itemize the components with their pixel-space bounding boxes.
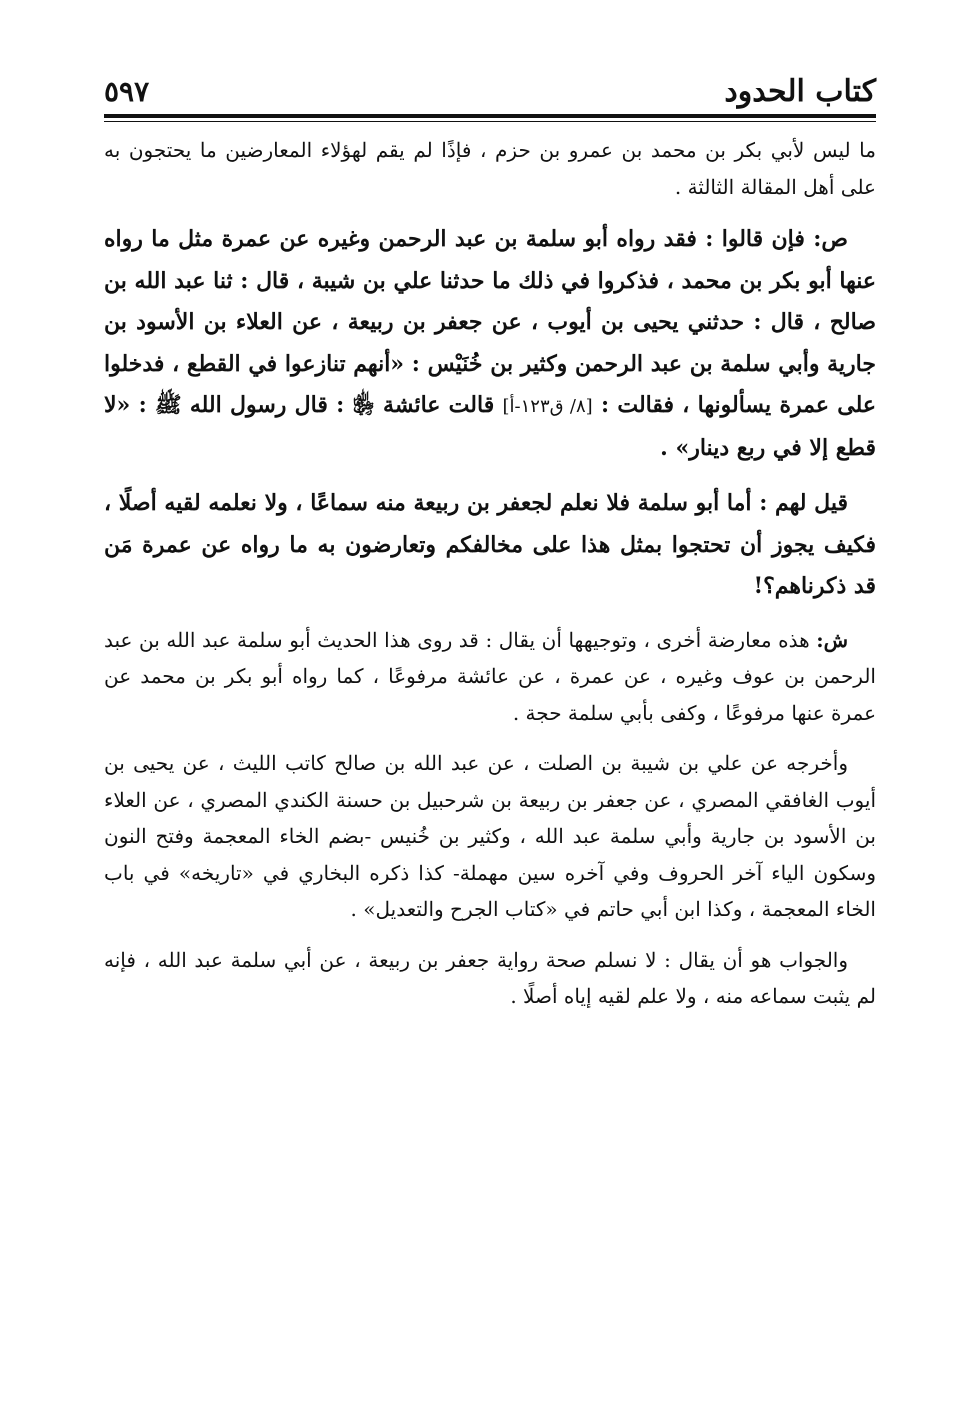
paragraph-sharh-3: والجواب هو أن يقال : لا نسلم صحة رواية جعفر بن ربيعة ، عن أبي سلمة عبد الله ، فإنه لم يثبت سماعه منه ، ولا علم لقيه إياه أصلًا . [104,947,876,1008]
paragraph-sharh-2: وأخرجه عن علي بن شيبة بن الصلت ، عن عبد الله بن صالح كاتب الليث ، عن يحيى بن أيوب الغافقي المصري ، عن جعفر بن ربيعة بن شرحبيل بن حسنة الكندي المصري ، عن العلاء بن الأسود بن جارية وأبي سلمة عبد الله ، وكثير بن خُنيس -بضم الخاء المعجمة وفتح النون وسكون الياء آخر الحروف وفي آخره سين مهملة- كذا ذكره البخاري في «تاريخه» في باب الخاء المعجمة ، وكذا ابن أبي حاتم في «كتاب الجرح والتعديل» . [104,751,876,921]
matn-marker: ص: [813,226,848,252]
header-rule-thin [104,121,876,122]
page-number: ٥٩٧ [104,75,150,108]
matn-text-part-1: فإن قالوا : فقد رواه أبو سلمة بن عبد الرحمن وغيره عن عمرة مثل ما رواه عنها أبو بكر بن محمد ، فذكروا في ذلك ما حدثنا علي بن شيبة ، قال : ثنا عبد الله بن صالح ، قال : حدثني يحيى بن أيوب ، عن جعفر بن ربيعة ، عن العلاء بن الأسود بن جارية وأبي سلمة بن عبد الرحمن وكثير بن خُنَيْس : «أنهم تنازعوا في القطع ، فدخلوا على عمرة يسألونها ، فقالت : [104,226,876,418]
page-header [104,62,876,112]
header-rule-thick [104,114,876,118]
page-body [104,132,876,1015]
sharh-text: هذه معارضة أخرى ، وتوجيهها أن يقال : قد روى هذا الحديث أبو سلمة عبد الله بن عبد الرحمن بن عوف وغيره ، عن عمرة ، عن عائشة مرفوعًا ، كما رواه أبو بكر بن محمد عن عمرة عنها مرفوعًا ، وكفى بأبي سلمة حجة . [104,627,876,725]
paragraph-matn-reply: قيل لهم : أما أبو سلمة فلا نعلم لجعفر بن ربيعة منه سماعًا ، ولا نعلمه لقيه أصلًا ، فكيف يجوز أن تحتجوا بمثل هذا على مخالفكم وتعارضون به ما رواه عن عمرة مَن قد ذكرناهم؟! [104,490,876,599]
paragraph-sharh-1 [104,622,876,732]
sharh-marker: ش: [816,627,848,652]
matn-text-part-2: قالت عائشة ﵂ : قال رسول الله ﷺ : «لا قطع إلا في ربع دينار» . [104,392,876,461]
manuscript-folio-ref: [٨/ ق١٢٣-أ] [502,396,593,417]
running-title: كتاب الحدود [724,74,876,109]
paragraph-continuation: ما ليس لأبي بكر بن محمد بن عمرو بن حزم ، فإذًا لم يقم لهؤلاء المعارضين ما يحتجون به على أهل المقالة الثالثة . [104,138,876,199]
paragraph-matn-objection [104,219,876,469]
